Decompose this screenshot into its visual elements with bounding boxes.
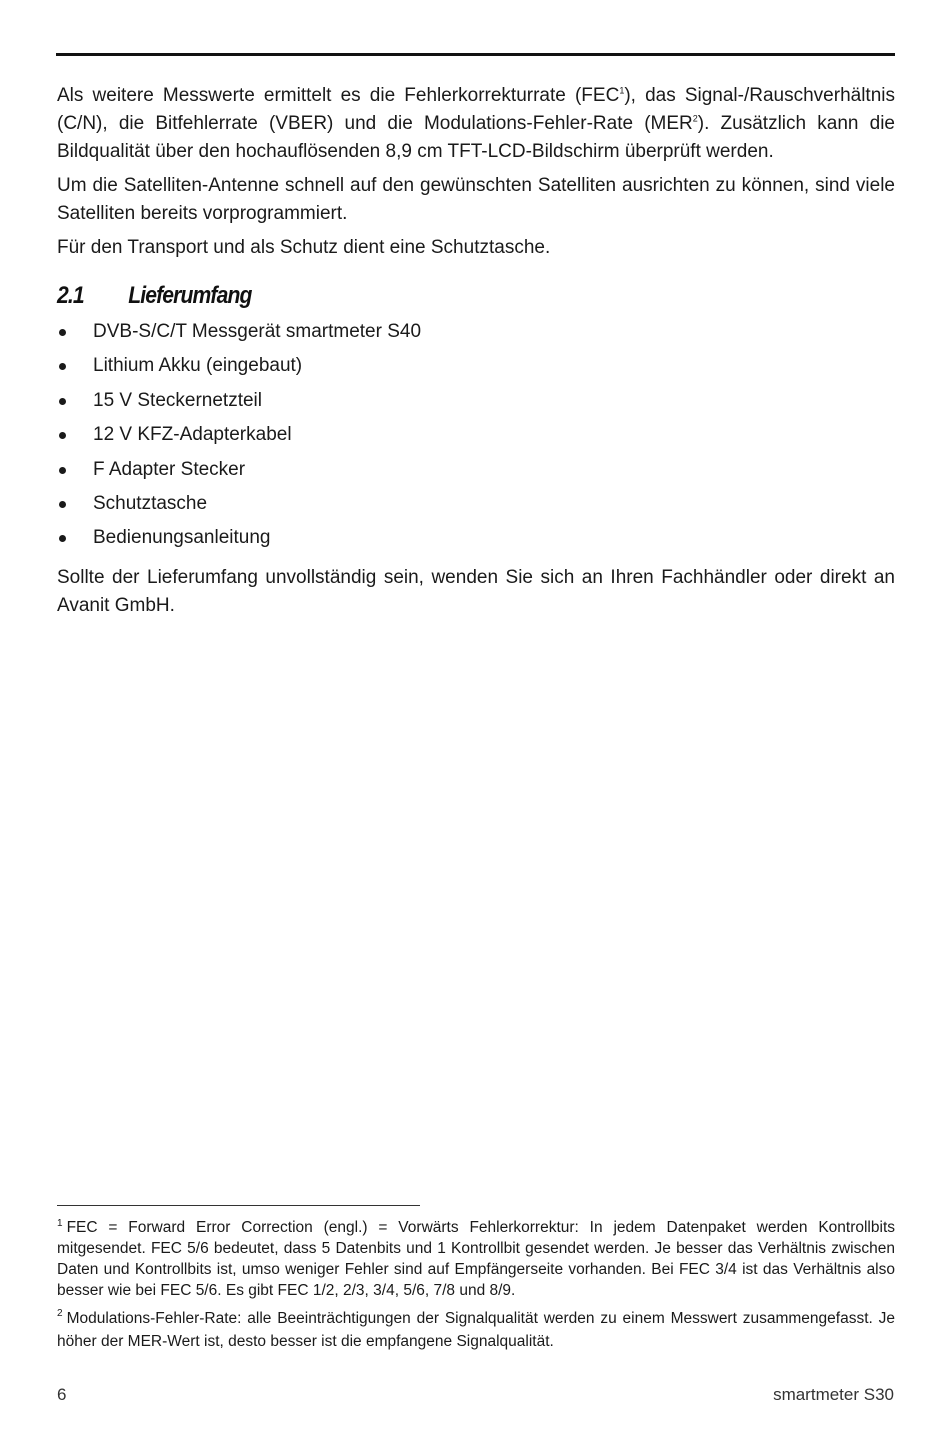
closing-paragraph: Sollte der Lieferumfang unvollständig sein, wenden Sie sich an Ihren Fachhändler oder direkt an Avanit GmbH. (57, 566, 895, 616)
bullet-icon (59, 535, 66, 542)
header-rule (56, 53, 895, 56)
intro-paragraph-2: Um die Satelliten-Antenne schnell auf den gewünschten Satelliten ausrichten zu können, sind viele Satelliten bereits vorprogrammiert. (57, 175, 895, 224)
list-item: Lithium Akku (eingebaut) (57, 352, 895, 386)
section-number: 2.1 (57, 282, 84, 309)
bullet-icon (59, 467, 66, 474)
list-item: DVB-S/C/T Messgerät smartmeter S40 (57, 318, 895, 352)
footnote-divider (57, 1205, 420, 1206)
footnote-mark: 1 (57, 1218, 63, 1229)
section-title: Lieferumfang (128, 282, 252, 309)
intro-paragraph-3: Für den Transport und als Schutz dient eine Schutztasche. (57, 237, 551, 258)
list-item: F Adapter Stecker (57, 456, 895, 490)
page-number: 6 (57, 1385, 67, 1404)
list-item: 15 V Steckernetzteil (57, 387, 895, 421)
footnote-2: $^2$ Modulations-Fehler-Rate: alle Beeinträchtigungen der Signalqualität werden zu einem Messwert zusammengefasst. Je höher der MER-Wert ist, desto besser ist die empfangene Signalqualität. (57, 1308, 895, 1350)
main-content (57, 82, 895, 626)
bullet-icon (59, 432, 66, 439)
list-item: 12 V KFZ-Adapterkabel (57, 421, 895, 455)
list-item: Schutztasche (57, 490, 895, 524)
bullet-icon (59, 398, 66, 405)
delivery-list (57, 318, 895, 559)
list-item: Bedienungsanleitung (57, 524, 895, 558)
footnote-mark: 2 (57, 1308, 63, 1319)
bullet-icon (59, 363, 66, 370)
footnote-ref-1[interactable]: 1 (619, 85, 625, 96)
section-heading (57, 279, 794, 313)
footnotes (57, 1217, 895, 1359)
bullet-icon (59, 329, 66, 336)
intro-paragraph-1: Als weitere Messwerte ermittelt es die Fehlerkorrekturrate (FEC$^1$), das Signal-/Rauschverhältnis (C/N), die Bitfehlerrate (VBER) und die Modulations-Fehler-Rate (MER$^2$). Zusätzlich kann die Bildqualität über den hochauflösenden 8,9 cm TFT-LCD-Bildschirm überprüft werden. (57, 85, 895, 162)
footnote-ref-2[interactable]: 2 (692, 113, 698, 124)
footer-title: smartmeter S30 (773, 1385, 894, 1404)
bullet-icon (59, 501, 66, 508)
footnote-1: $^1$ FEC = Forward Error Correction (engl.) = Vorwärts Fehlerkorrektur: In jedem Datenpaket werden Kontrollbits mitgesendet. FEC 5/6 bedeutet, dass 5 Datenbits und 1 Kontrollbit gesendet werden. Je besser das Verhältnis zwischen Daten und Kontrollbits ist, umso weniger Fehler sind auf Empfängerseite vorhanden. Bei FEC 3/4 ist das Verhältnis also besser wie bei FEC 5/6. Es gibt FEC 1/2, 2/3, 3/4, 5/6, 7/8 und 8/9. (57, 1218, 895, 1299)
